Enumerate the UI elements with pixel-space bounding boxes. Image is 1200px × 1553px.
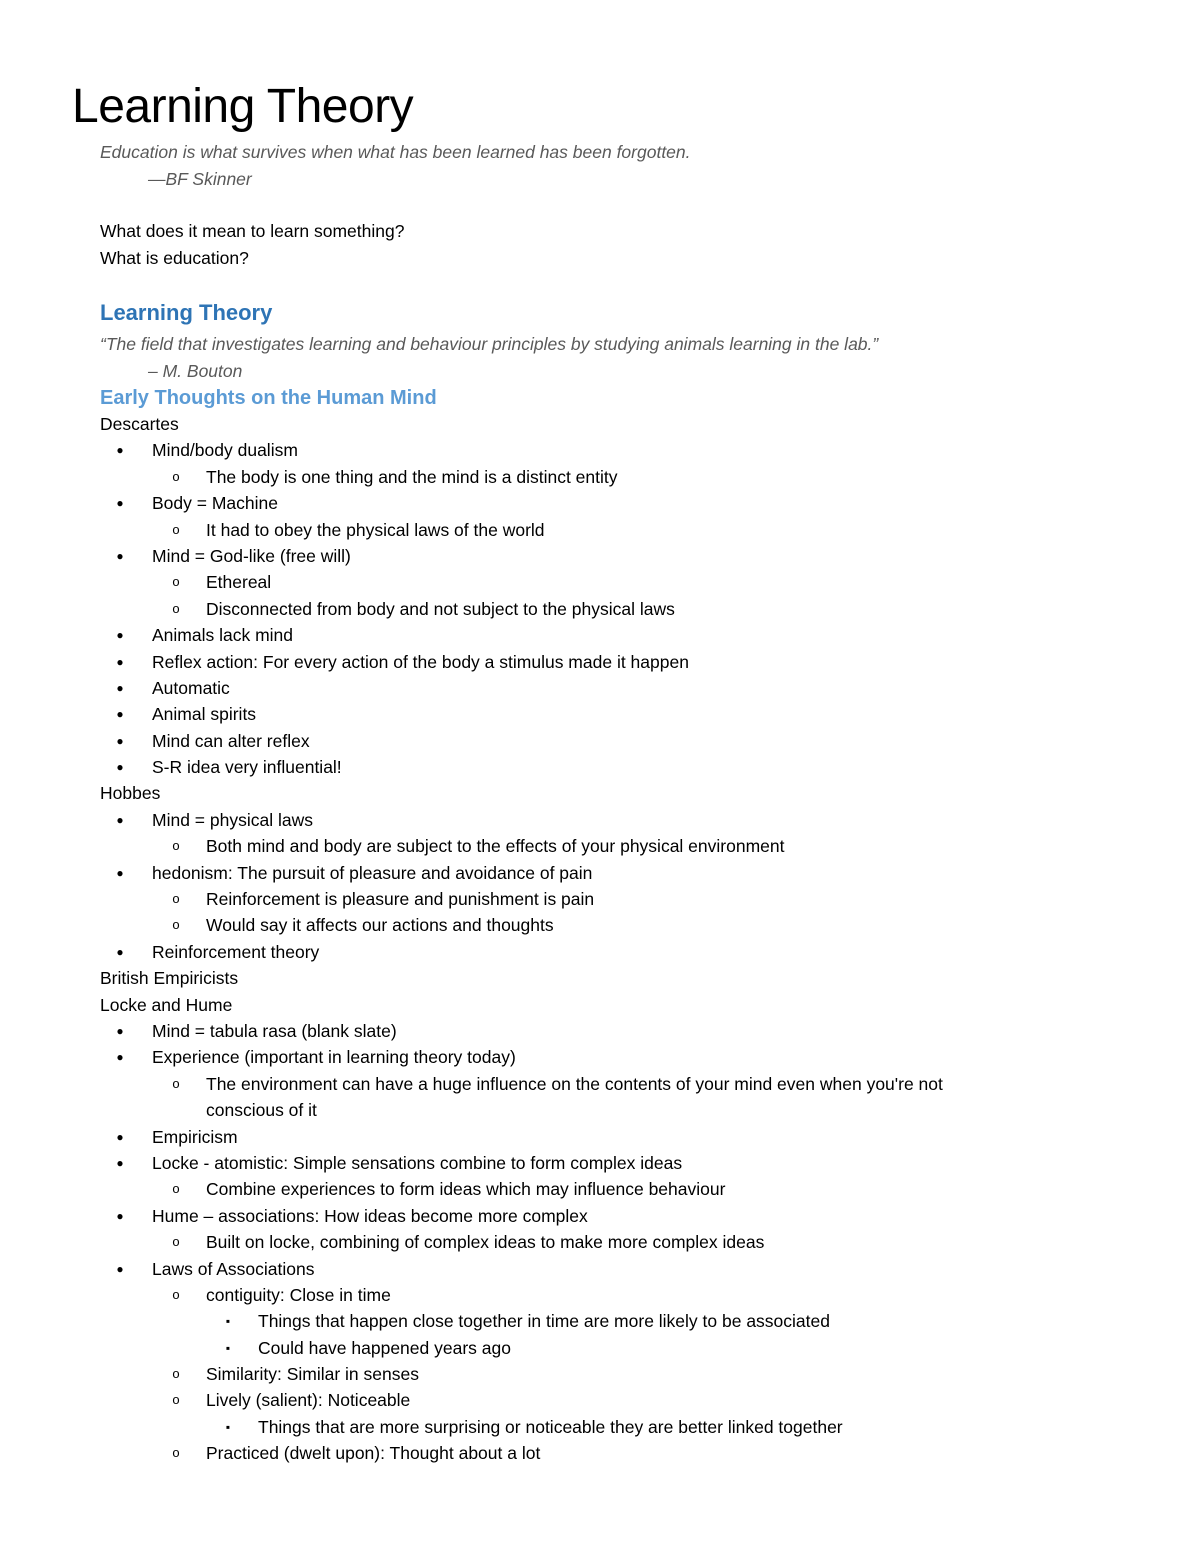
section-heading: Learning Theory [100,300,273,325]
list-item [100,1282,1160,1308]
list-item [100,1044,1160,1070]
subsection-heading: Early Thoughts on the Human Mind [100,387,437,409]
hollow-bullet-icon: o [172,600,180,616]
list-item [100,1440,1160,1466]
bullet-icon: ● [116,707,124,722]
list-item-text: It had to obey the physical laws of the world [206,519,545,540]
question-line: What does it mean to learn something? [100,221,405,241]
question-line: What is education? [100,248,249,268]
list-item [100,1335,1160,1361]
list-item-text: The environment can have a huge influence on the contents of your mind even when you're not [206,1073,943,1094]
list-item-text: Mind can alter reflex [152,730,310,751]
outline-heading [100,780,1160,806]
hollow-bullet-icon: o [172,1286,180,1302]
list-item-text: Experience (important in learning theory today) [152,1047,516,1068]
section-quote: “The field that investigates learning and behaviour principles by studying animals learning in the lab.” [100,334,879,354]
hollow-bullet-icon: o [172,1366,180,1382]
list-item [100,596,1160,622]
hollow-bullet-icon: o [172,838,180,854]
list-item-text: Locke and Hume [100,994,233,1015]
list-item-text: Things that are more surprising or noticeable they are better linked together [258,1416,843,1437]
bullet-icon: ● [116,733,124,748]
list-item-text: Reflex action: For every action of the body a stimulus made it happen [152,651,689,672]
list-item-text: conscious of it [206,1100,317,1121]
list-item-text: Mind = physical laws [152,809,313,830]
list-item-text: British Empiricists [100,968,239,989]
list-item [100,437,1160,463]
list-item [100,1229,1160,1255]
list-item-text: Animals lack mind [152,625,294,646]
bullet-icon: ● [116,628,124,643]
square-bullet-icon: ▪ [225,1419,231,1434]
list-item-text: Reinforcement theory [152,941,320,962]
list-item [100,649,1160,675]
list-item-text: hedonism: The pursuit of pleasure and avoidance of pain [152,862,593,883]
hollow-bullet-icon: o [172,1392,180,1408]
list-item-text: Practiced (dwelt upon): Thought about a lot [206,1443,541,1464]
list-item [100,701,1160,727]
list-item [100,860,1160,886]
hollow-bullet-icon: o [172,1445,180,1461]
list-item [100,1414,1160,1440]
bullet-icon: ● [116,1023,124,1038]
bullet-icon: ● [116,760,124,775]
list-item [100,490,1160,516]
square-bullet-icon: ▪ [225,1314,231,1329]
list-item-text: Body = Machine [152,493,278,514]
hollow-bullet-icon: o [172,917,180,933]
list-item [100,728,1160,754]
hollow-bullet-icon: o [172,1181,180,1197]
list-item [100,912,1160,938]
list-item [100,807,1160,833]
list-item-text: Both mind and body are subject to the effects of your physical environment [206,836,785,857]
list-item [100,569,1160,595]
list-item [100,1150,1160,1176]
list-item-text: Hume – associations: How ideas become more complex [152,1205,588,1226]
list-item [100,754,1160,780]
list-item-text: Animal spirits [152,704,257,725]
notes-outline [100,411,1160,1467]
list-item-text: Could have happened years ago [258,1337,511,1358]
list-item [100,1308,1160,1334]
list-item-text: Lively (salient): Noticeable [206,1390,411,1411]
list-item [100,1124,1160,1150]
list-item-text: Ethereal [206,572,272,593]
hollow-bullet-icon: o [172,521,180,537]
outline-heading [100,992,1160,1018]
list-item-text: Things that happen close together in time are more likely to be associated [258,1311,830,1332]
list-item-text: Mind/body dualism [152,440,298,461]
bullet-icon: ● [116,1050,124,1065]
list-item [100,1256,1160,1282]
hollow-bullet-icon: o [172,1075,180,1091]
list-item-text: contiguity: Close in time [206,1284,391,1305]
list-item-text: Mind = God-like (free will) [152,545,351,566]
bullet-icon: ● [116,1208,124,1223]
section-quote-attribution: – M. Bouton [148,361,243,381]
list-item [100,543,1160,569]
list-item-text: S-R idea very influential! [152,757,342,778]
bullet-icon: ● [116,680,124,695]
epigraph-attribution: —BF Skinner [148,169,252,189]
hollow-bullet-icon: o [172,1234,180,1250]
list-item [100,1071,1160,1097]
bullet-icon: ● [116,548,124,563]
list-item [100,1018,1160,1044]
list-item-text: Combine experiences to form ideas which may influence behaviour [206,1179,726,1200]
hollow-bullet-icon: o [172,574,180,590]
hollow-bullet-icon: o [172,891,180,907]
bullet-icon: ● [116,1261,124,1276]
list-item-text: Would say it affects our actions and thoughts [206,915,554,936]
list-item-text: Empiricism [152,1126,238,1147]
list-item [100,517,1160,543]
list-item-text: Built on locke, combining of complex ideas to make more complex ideas [206,1232,765,1253]
list-item-text: Reinforcement is pleasure and punishment is pain [206,889,595,910]
bullet-icon: ● [116,1155,124,1170]
list-item-text: Automatic [152,677,230,698]
square-bullet-icon: ▪ [225,1340,231,1355]
list-item [100,1203,1160,1229]
bullet-icon: ● [116,496,124,511]
list-item-text: Descartes [100,414,179,434]
bullet-icon: ● [116,1129,124,1144]
hollow-bullet-icon: o [172,468,180,484]
bullet-icon: ● [116,654,124,669]
bullet-icon: ● [116,944,124,959]
list-item [100,886,1160,912]
document-title: Learning Theory [72,80,414,133]
list-item [100,833,1160,859]
outline-heading [100,965,1160,991]
list-item-text: Locke - atomistic: Simple sensations combine to form complex ideas [152,1152,683,1173]
epigraph-quote: Education is what survives when what has been learned has been forgotten. [100,142,691,162]
bullet-icon: ● [116,865,124,880]
list-item [100,1387,1160,1413]
list-item [100,939,1160,965]
list-item [100,1176,1160,1202]
bullet-icon: ● [116,812,124,827]
list-item-text: Laws of Associations [152,1258,315,1279]
list-item-text: Mind = tabula rasa (blank slate) [152,1020,397,1041]
list-item [100,622,1160,648]
list-item [100,1361,1160,1387]
list-item-text: The body is one thing and the mind is a distinct entity [206,466,618,487]
list-item [100,464,1160,490]
list-item-text: Hobbes [100,783,161,804]
list-item [100,1097,1160,1123]
list-item [100,675,1160,701]
outline-heading [100,411,1160,437]
bullet-icon: ● [116,443,124,458]
list-item-text: Disconnected from body and not subject to the physical laws [206,598,675,619]
list-item-text: Similarity: Similar in senses [206,1364,419,1385]
